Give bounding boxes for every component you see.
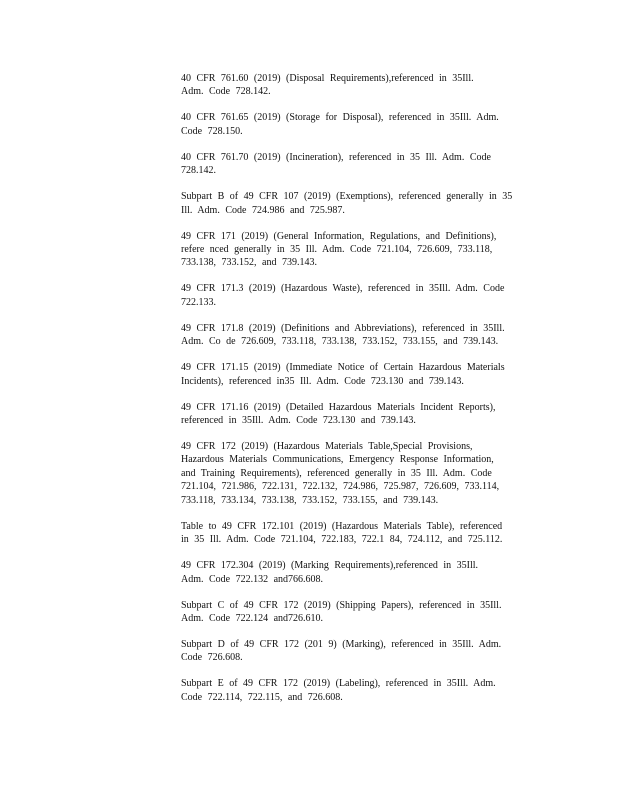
citation-entry-14: Subpart D of 49 CFR 172 (201 9) (Marking), referenced in 35Ill. Adm. Code 726.608. bbox=[181, 638, 502, 664]
citation-entry-11: Table to 49 CFR 172.101 (2019) (Hazardous Materials Table), referenced in 35 Ill. Adm. Code 721.104, 722.183, 722.1 84, 724.112, and 725.112. bbox=[181, 520, 503, 546]
document-page bbox=[181, 72, 539, 717]
citation-entry-4: Subpart B of 49 CFR 107 (2019) (Exemptions), referenced generally in 35 Ill. Adm. Code 724.986 and 725.987. bbox=[181, 191, 513, 216]
citation-entry-9: 49 CFR 171.16 (2019) (Detailed Hazardous Materials Incident Reports), referenced in 35Ill. Adm. Code 723.130 and 739.143. bbox=[181, 401, 496, 427]
citation-entry-13: Subpart C of 49 CFR 172 (2019) (Shipping Papers), referenced in 35Ill. Adm. Code 722.124 and726.610. bbox=[181, 599, 502, 624]
citation-entry-10: 49 CFR 172 (2019) (Hazardous Materials Table,Special Provisions, Hazardous Materials Communications, Emergency Response Information, and Training Requirements), referenced generally in 35 Ill. Adm. Code 721.104, 721.986, 722.131, 722.132, 724.986, 725.987, 726.609, 733.114, 733.118, 733.134, 733.138, 733.152, 733.155, and 739.143. bbox=[181, 441, 500, 506]
citation-entry-12: 49 CFR 172.304 (2019) (Marking Requirements),referenced in 35Ill. Adm. Code 722.132 and766.608. bbox=[181, 560, 479, 585]
citation-entry-7: 49 CFR 171.8 (2019) (Definitions and Abbreviations), referenced in 35Ill. Adm. Co de 726.609, 733.118, 733.138, 733.152, 733.155, and 739.143. bbox=[181, 322, 505, 348]
citation-entry-2: 40 CFR 761.65 (2019) (Storage for Disposal), referenced in 35Ill. Adm. Code 728.150. bbox=[181, 112, 499, 137]
citation-entry-8: 49 CFR 171.15 (2019) (Immediate Notice of Certain Hazardous Materials Incidents), referenced in35 Ill. Adm. Code 723.130 and 739.143. bbox=[181, 362, 505, 387]
citation-entry-6: 49 CFR 171.3 (2019) (Hazardous Waste), referenced in 35Ill. Adm. Code 722.133. bbox=[181, 283, 505, 308]
citation-entry-1: 40 CFR 761.60 (2019) (Disposal Requirements),referenced in 35Ill. Adm. Code 728.142. bbox=[181, 73, 474, 98]
citation-entry-15: Subpart E of 49 CFR 172 (2019) (Labeling), referenced in 35Ill. Adm. Code 722.114, 722.115, and 726.608. bbox=[181, 678, 496, 703]
citation-entry-5: 49 CFR 171 (2019) (General Information, Regulations, and Definitions), refere nced generally in 35 Ill. Adm. Code 721.104, 726.609, 733.118, 733.138, 733.152, and 739.143. bbox=[181, 230, 497, 269]
citation-entry-3: 40 CFR 761.70 (2019) (Incineration), referenced in 35 Ill. Adm. Code 728.142. bbox=[181, 151, 491, 177]
